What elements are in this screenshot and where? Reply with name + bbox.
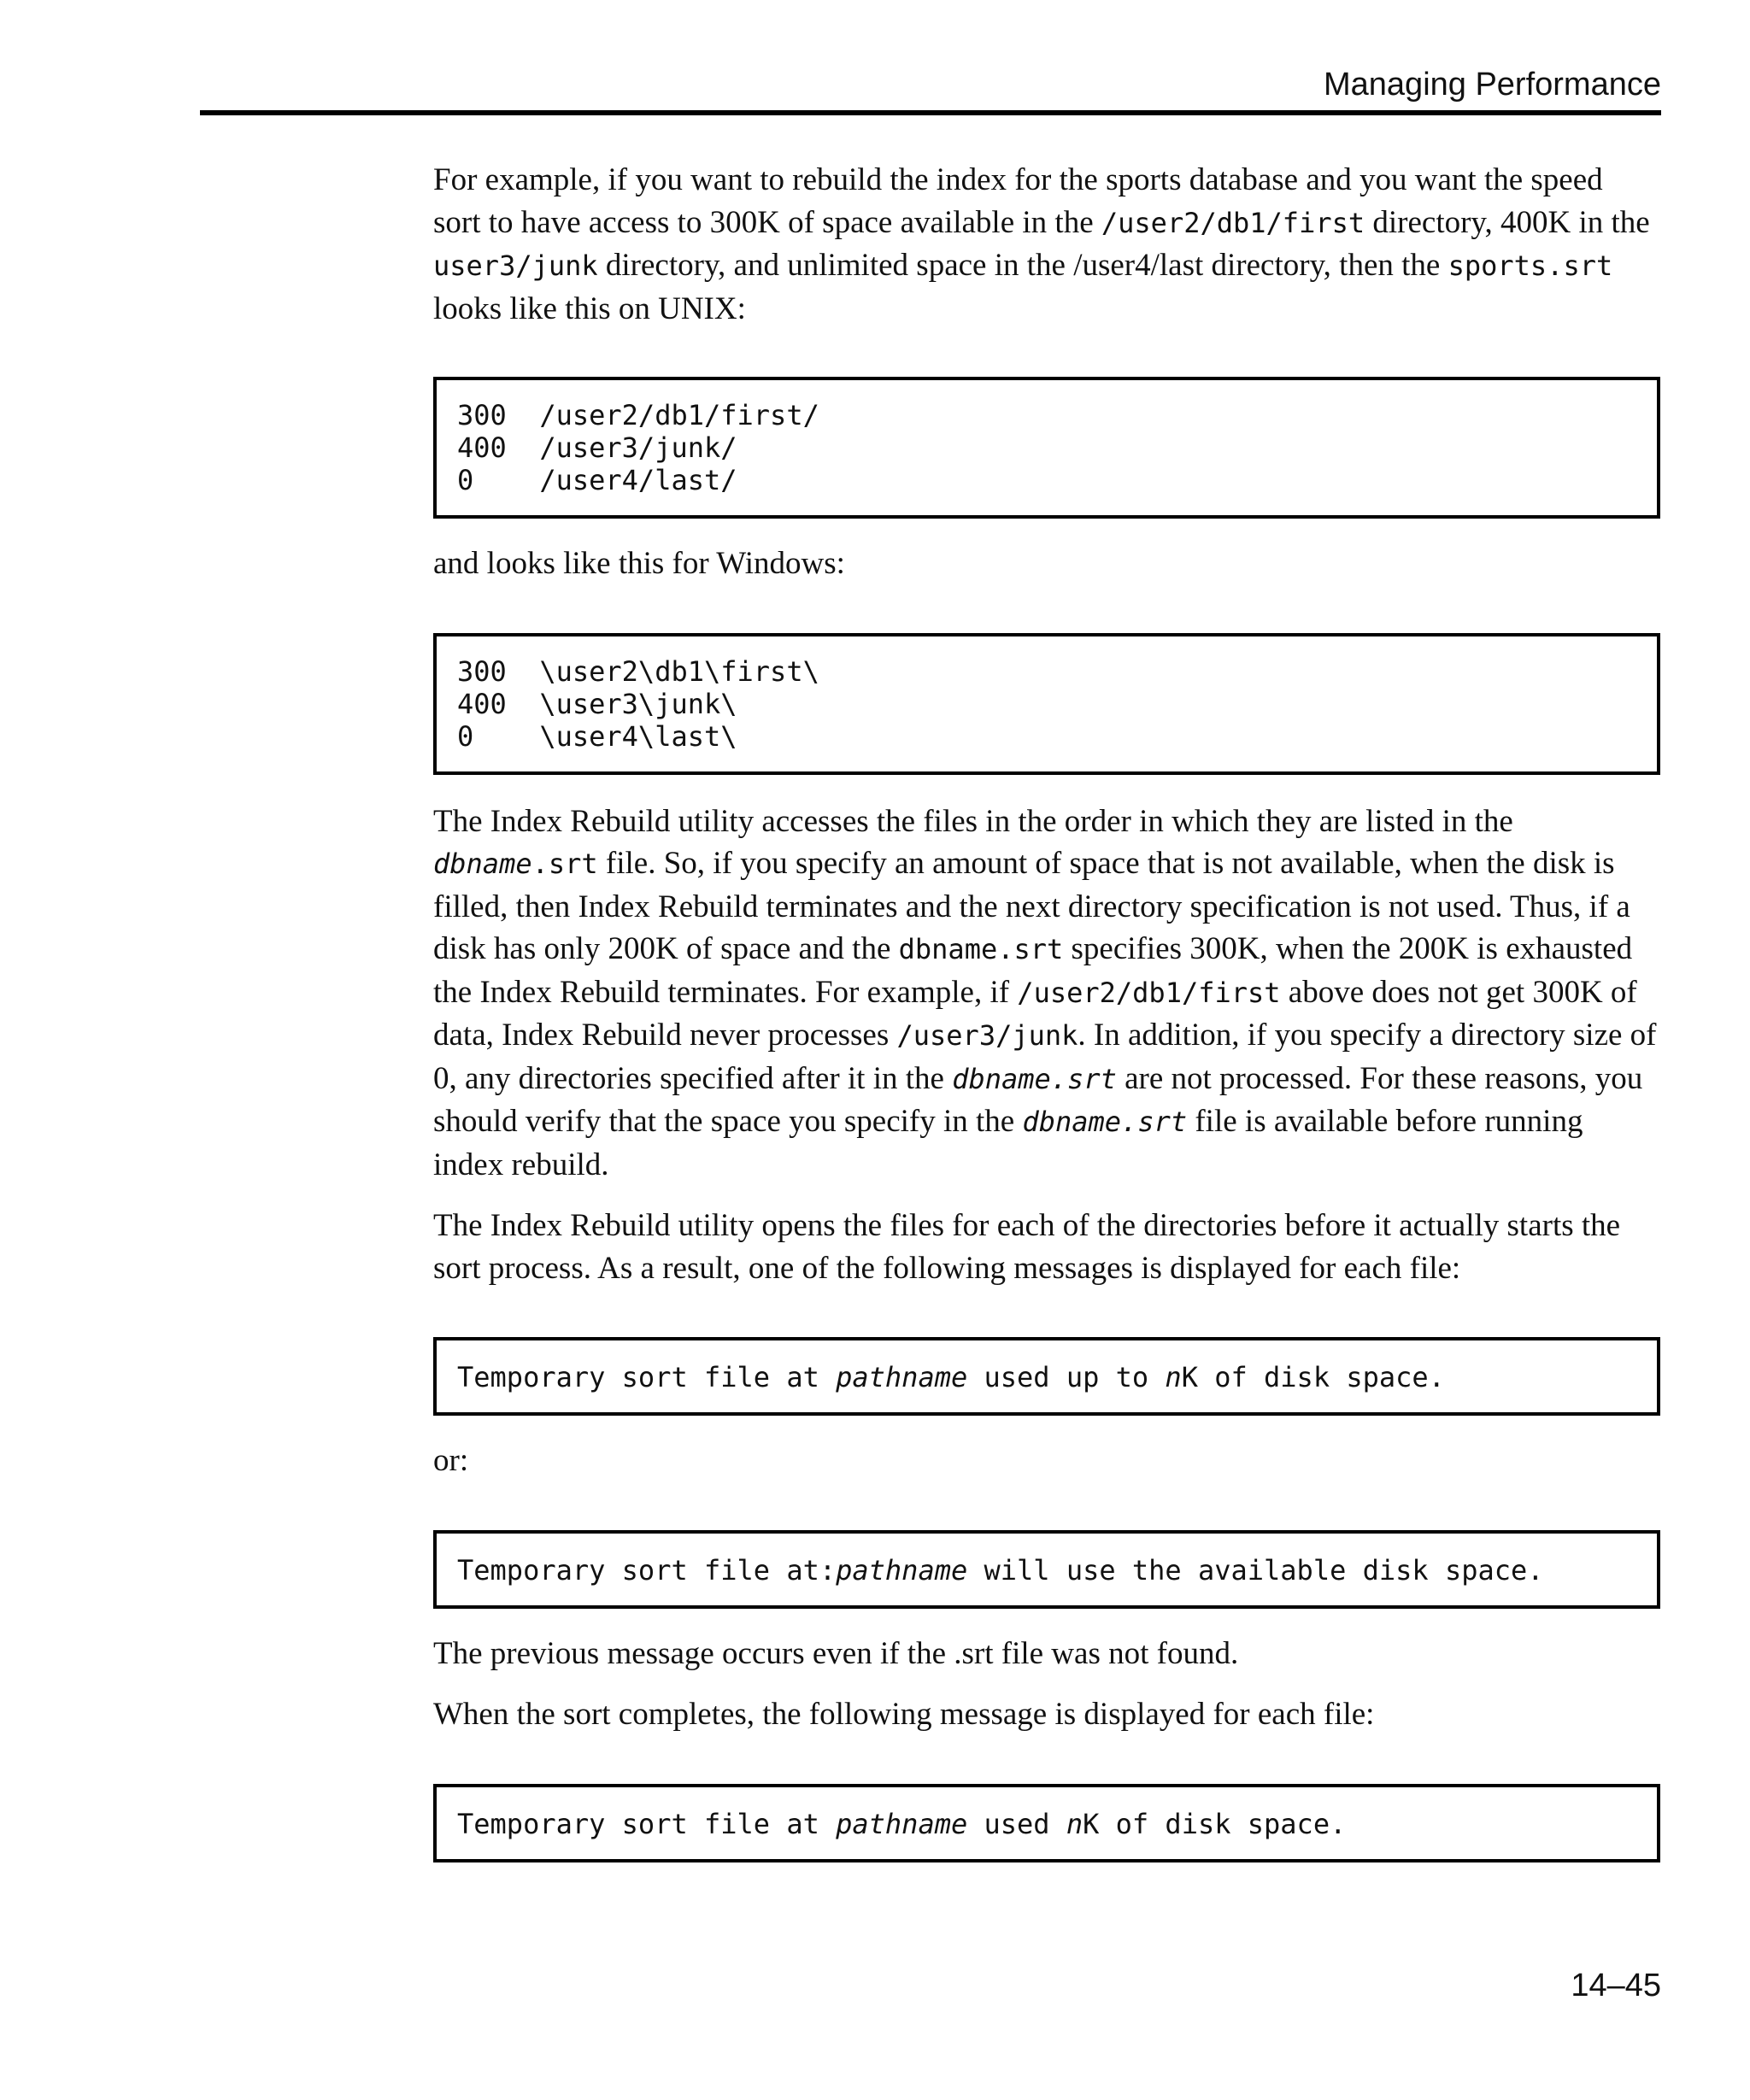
open-files-paragraph: The Index Rebuild utility opens the files for each of the directories before it actually starts the sort process. As a result, one of the following messages is displayed for each file: — [433, 1208, 1621, 1286]
para-text: The Index Rebuild utility accesses the files in the order in which they are listed in the — [433, 803, 1513, 839]
code-path: \user2\db1\first\ — [539, 654, 819, 688]
code-size: 400 — [457, 431, 507, 464]
unix-code-block — [433, 377, 1660, 519]
inline-code: sports.srt — [1448, 249, 1613, 282]
page-header — [200, 65, 1661, 116]
inline-code-italic: dbname.srt — [1022, 1106, 1188, 1138]
message-placeholder: n — [1165, 1361, 1182, 1393]
code-path: /user2/db1/first/ — [539, 399, 819, 431]
message-text: Temporary sort file at — [457, 1807, 837, 1840]
header-rule — [200, 110, 1661, 115]
code-size: 0 — [457, 719, 474, 753]
message-placeholder: pathname — [836, 1807, 968, 1840]
message-text: used up to — [967, 1361, 1166, 1393]
message-text: used — [967, 1807, 1066, 1840]
code-size: 400 — [457, 687, 507, 720]
message-text: K of disk space. — [1083, 1807, 1347, 1840]
para-text: specifies 300K, when the 200K is exhausted the Index Rebuild terminates. For example, if — [433, 931, 1633, 1010]
message-text: Temporary sort file at: — [457, 1553, 837, 1587]
para-text: file. So, if you specify an amount of space that is not available, when the disk is filled, then Index Rebuild terminates and the next directory specification is not used. Thus, if a disk has only 200K of space and the — [433, 846, 1630, 966]
inline-code: /user2/db1/first — [1017, 976, 1281, 1009]
para-text: looks like this on UNIX: — [433, 290, 746, 326]
para-text: For example, if you want to rebuild the index for the sports database and you want the speed sort to have access to 300K of space available in the — [433, 162, 1603, 240]
or-paragraph: or: — [433, 1443, 469, 1478]
para-text: directory, and unlimited space in the /user4/last directory, then the — [597, 248, 1448, 283]
inline-code: /user2/db1/first — [1101, 206, 1365, 239]
para-text: directory, 400K in the — [1365, 204, 1650, 240]
code-size: 300 — [457, 654, 507, 688]
page-content — [433, 159, 1657, 1862]
message-placeholder: n — [1066, 1807, 1083, 1840]
page-number: 14–45 — [1571, 1968, 1661, 2003]
message-text: Temporary sort file at — [457, 1361, 837, 1393]
sort-complete-paragraph: When the sort completes, the following message is displayed for each file: — [433, 1697, 1375, 1732]
windows-intro-paragraph: and looks like this for Windows: — [433, 546, 845, 581]
inline-code: /user3/junk — [896, 1019, 1078, 1052]
message-block-used — [433, 1784, 1660, 1862]
inline-code-italic: dbname.srt — [952, 1062, 1117, 1095]
para-text: are not processed. For these reasons, you should verify that the space you specify in the — [433, 1060, 1643, 1139]
message-text: K of disk space. — [1181, 1361, 1445, 1393]
message-block-available-space — [433, 1530, 1660, 1609]
inline-code-italic: dbname — [433, 848, 532, 880]
rebuild-order-paragraph — [433, 801, 1657, 1187]
inline-code: user3/junk — [433, 249, 598, 282]
para-text: file is available before running index rebuild. — [433, 1104, 1583, 1182]
intro-paragraph — [433, 159, 1657, 330]
inline-code: dbname.srt — [898, 933, 1064, 965]
message-placeholder: pathname — [836, 1553, 968, 1587]
code-path: /user4/last/ — [539, 464, 737, 496]
code-path: \user4\last\ — [539, 719, 737, 753]
section-title: Managing Performance — [1324, 67, 1661, 103]
para-text: above does not get 300K of data, Index Rebuild never processes — [433, 974, 1637, 1053]
code-size: 300 — [457, 399, 507, 431]
windows-code-block — [433, 633, 1660, 775]
code-size: 0 — [457, 464, 474, 496]
srt-not-found-paragraph: The previous message occurs even if the .srt file was not found. — [433, 1635, 1239, 1671]
code-path: \user3\junk\ — [539, 687, 737, 720]
code-path: /user3/junk/ — [539, 431, 737, 464]
message-text: will use the available disk space. — [967, 1553, 1544, 1587]
message-placeholder: pathname — [836, 1361, 968, 1393]
message-block-used-up-to — [433, 1337, 1660, 1416]
para-text: . In addition, if you specify a directory size of 0, any directories specified after it in the — [433, 1018, 1657, 1096]
inline-code: .srt — [531, 848, 598, 880]
